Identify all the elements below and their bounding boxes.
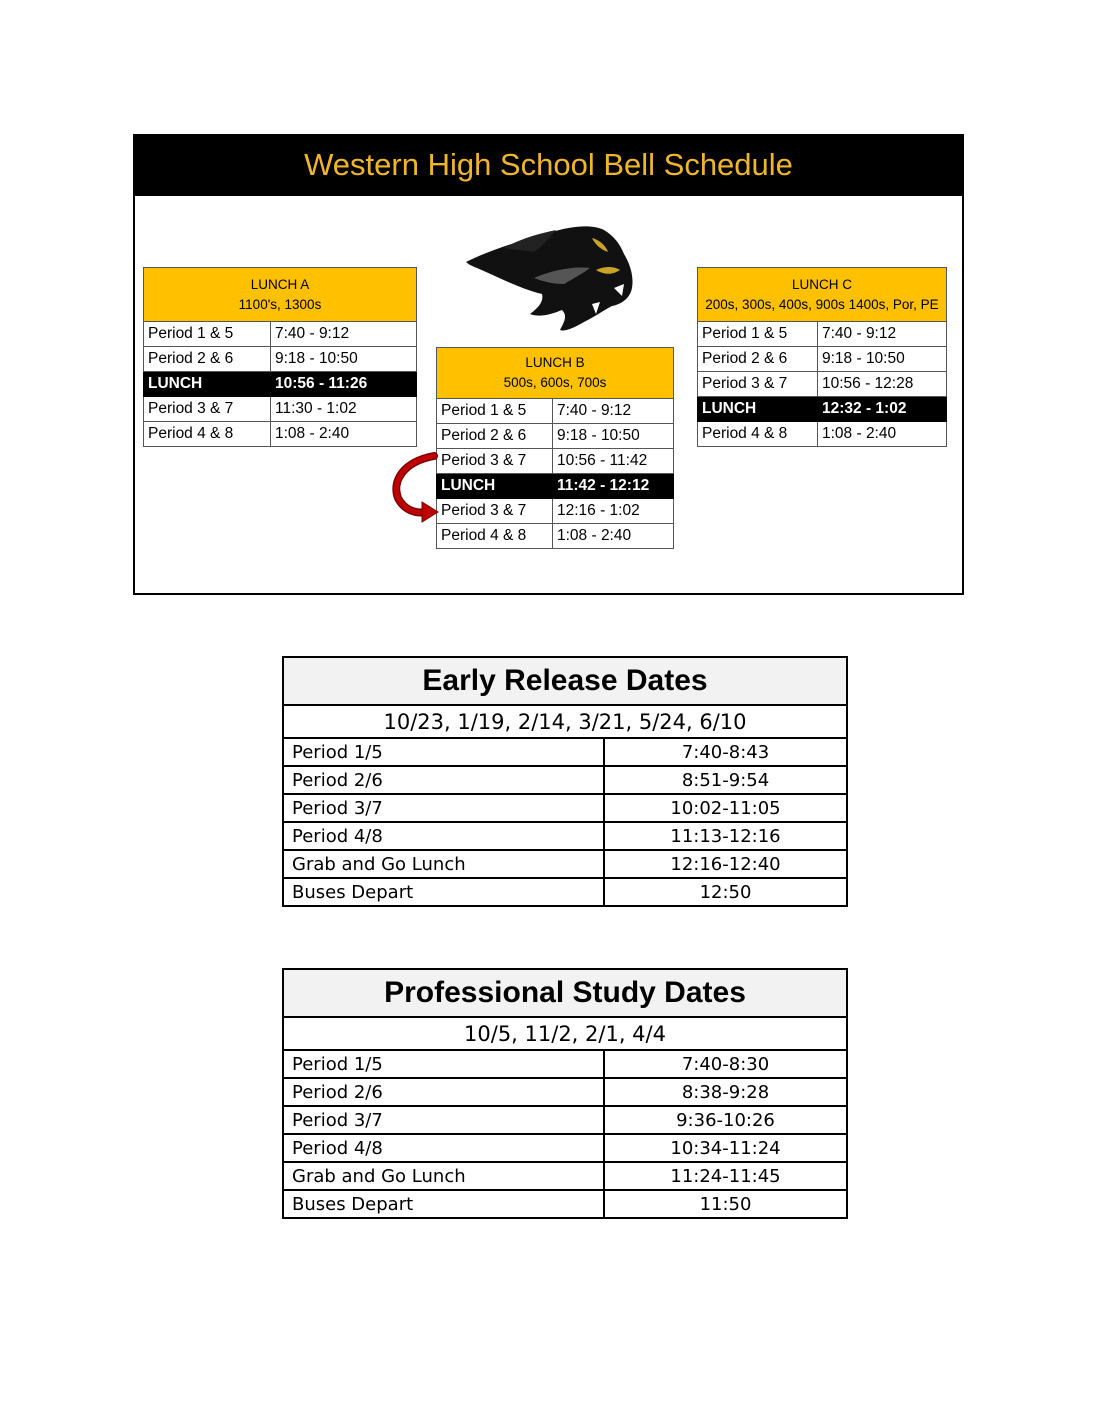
period-time: 1:08 - 2:40 bbox=[818, 422, 947, 447]
period-label: Period 4/8 bbox=[283, 1134, 604, 1162]
lunch-time: 10:56 - 11:26 bbox=[271, 372, 417, 397]
table-row bbox=[283, 850, 847, 878]
lunch-row bbox=[698, 397, 947, 422]
early-release-dates-row bbox=[283, 705, 847, 738]
lunch-time: 11:42 - 12:12 bbox=[553, 474, 674, 499]
table-row bbox=[437, 499, 674, 524]
table-row bbox=[283, 1134, 847, 1162]
period-time: 8:51-9:54 bbox=[604, 766, 847, 794]
period-time: 10:56 - 12:28 bbox=[818, 372, 947, 397]
period-time: 12:16 - 1:02 bbox=[553, 499, 674, 524]
period-time: 9:18 - 10:50 bbox=[818, 347, 947, 372]
table-row bbox=[283, 1106, 847, 1134]
period-time: 8:38-9:28 bbox=[604, 1078, 847, 1106]
table-row bbox=[144, 322, 417, 347]
period-label: Grab and Go Lunch bbox=[283, 850, 604, 878]
curved-arrow-icon bbox=[388, 448, 440, 524]
period-time: 9:18 - 10:50 bbox=[271, 347, 417, 372]
table-row bbox=[437, 449, 674, 474]
table-row bbox=[283, 1162, 847, 1190]
table-row bbox=[437, 424, 674, 449]
lunch-label: LUNCH bbox=[437, 474, 553, 499]
period-label: Period 1/5 bbox=[283, 738, 604, 766]
table-row bbox=[698, 372, 947, 397]
lunch-c-header bbox=[698, 268, 947, 322]
period-label: Period 3 & 7 bbox=[144, 397, 271, 422]
table-row bbox=[283, 794, 847, 822]
period-label: Buses Depart bbox=[283, 1190, 604, 1218]
period-time: 12:50 bbox=[604, 878, 847, 906]
period-label: Period 4 & 8 bbox=[698, 422, 818, 447]
period-label: Period 3/7 bbox=[283, 794, 604, 822]
table-row bbox=[283, 1050, 847, 1078]
table-row bbox=[437, 399, 674, 424]
table-row bbox=[144, 397, 417, 422]
table-row bbox=[283, 1190, 847, 1218]
lunch-b-groups: 500s, 600s, 700s bbox=[503, 375, 607, 390]
period-label: Grab and Go Lunch bbox=[283, 1162, 604, 1190]
period-label: Period 2 & 6 bbox=[437, 424, 553, 449]
lunch-a-groups: 1100's, 1300s bbox=[238, 296, 322, 312]
early-release-title-row bbox=[283, 657, 847, 705]
bell-schedule-title: Western High School Bell Schedule bbox=[135, 136, 962, 196]
period-time: 9:18 - 10:50 bbox=[553, 424, 674, 449]
lunch-label: LUNCH bbox=[144, 372, 271, 397]
lunch-c-name: LUNCH C bbox=[791, 276, 852, 292]
period-label: Period 3/7 bbox=[283, 1106, 604, 1134]
period-label: Period 4 & 8 bbox=[437, 524, 553, 549]
period-label: Period 3 & 7 bbox=[437, 449, 553, 474]
period-label: Period 1 & 5 bbox=[698, 322, 818, 347]
period-label: Period 4 & 8 bbox=[144, 422, 271, 447]
table-row bbox=[144, 347, 417, 372]
period-time: 10:02-11:05 bbox=[604, 794, 847, 822]
period-time: 11:30 - 1:02 bbox=[271, 397, 417, 422]
lunch-row bbox=[144, 372, 417, 397]
period-time: 10:34-11:24 bbox=[604, 1134, 847, 1162]
table-row bbox=[144, 422, 417, 447]
early-release-table bbox=[282, 656, 848, 907]
early-release-dates: 10/23, 1/19, 2/14, 3/21, 5/24, 6/10 bbox=[283, 705, 847, 738]
lunch-c-table bbox=[697, 267, 947, 447]
period-time: 7:40 - 9:12 bbox=[553, 399, 674, 424]
professional-study-table bbox=[282, 968, 848, 1219]
panther-head-logo bbox=[464, 218, 636, 334]
period-time: 10:56 - 11:42 bbox=[553, 449, 674, 474]
lunch-a-name: LUNCH A bbox=[250, 276, 310, 292]
table-row bbox=[698, 422, 947, 447]
period-time: 7:40 - 9:12 bbox=[818, 322, 947, 347]
period-time: 12:16-12:40 bbox=[604, 850, 847, 878]
table-row bbox=[283, 878, 847, 906]
period-time: 11:24-11:45 bbox=[604, 1162, 847, 1190]
period-time: 9:36-10:26 bbox=[604, 1106, 847, 1134]
period-label: Period 3 & 7 bbox=[437, 499, 553, 524]
period-time: 7:40-8:30 bbox=[604, 1050, 847, 1078]
lunch-row bbox=[437, 474, 674, 499]
professional-study-title: Professional Study Dates bbox=[283, 969, 847, 1017]
table-row bbox=[698, 322, 947, 347]
lunch-a-table bbox=[143, 267, 417, 447]
period-label: Period 2 & 6 bbox=[698, 347, 818, 372]
table-row bbox=[698, 347, 947, 372]
period-time: 1:08 - 2:40 bbox=[271, 422, 417, 447]
professional-study-dates-row bbox=[283, 1017, 847, 1050]
period-time: 11:50 bbox=[604, 1190, 847, 1218]
period-time: 7:40 - 9:12 bbox=[271, 322, 417, 347]
professional-study-title-row bbox=[283, 969, 847, 1017]
period-label: Period 2/6 bbox=[283, 766, 604, 794]
period-label: Period 2/6 bbox=[283, 1078, 604, 1106]
period-time: 11:13-12:16 bbox=[604, 822, 847, 850]
period-label: Period 4/8 bbox=[283, 822, 604, 850]
period-label: Buses Depart bbox=[283, 878, 604, 906]
period-time: 1:08 - 2:40 bbox=[553, 524, 674, 549]
period-label: Period 3 & 7 bbox=[698, 372, 818, 397]
early-release-title: Early Release Dates bbox=[283, 657, 847, 705]
table-row bbox=[283, 738, 847, 766]
period-label: Period 1/5 bbox=[283, 1050, 604, 1078]
lunch-c-groups: 200s, 300s, 400s, 900s 1400s, Por, PE bbox=[705, 296, 939, 312]
professional-study-dates: 10/5, 11/2, 2/1, 4/4 bbox=[283, 1017, 847, 1050]
period-label: Period 1 & 5 bbox=[437, 399, 553, 424]
period-label: Period 2 & 6 bbox=[144, 347, 271, 372]
table-row bbox=[283, 766, 847, 794]
table-row bbox=[283, 822, 847, 850]
lunch-a-header bbox=[144, 268, 417, 322]
lunch-label: LUNCH bbox=[698, 397, 818, 422]
table-row bbox=[437, 524, 674, 549]
lunch-b-name: LUNCH B bbox=[525, 355, 585, 370]
lunch-b-table bbox=[436, 347, 674, 549]
lunch-time: 12:32 - 1:02 bbox=[818, 397, 947, 422]
period-label: Period 1 & 5 bbox=[144, 322, 271, 347]
lunch-b-header bbox=[437, 348, 674, 399]
period-time: 7:40-8:43 bbox=[604, 738, 847, 766]
table-row bbox=[283, 1078, 847, 1106]
